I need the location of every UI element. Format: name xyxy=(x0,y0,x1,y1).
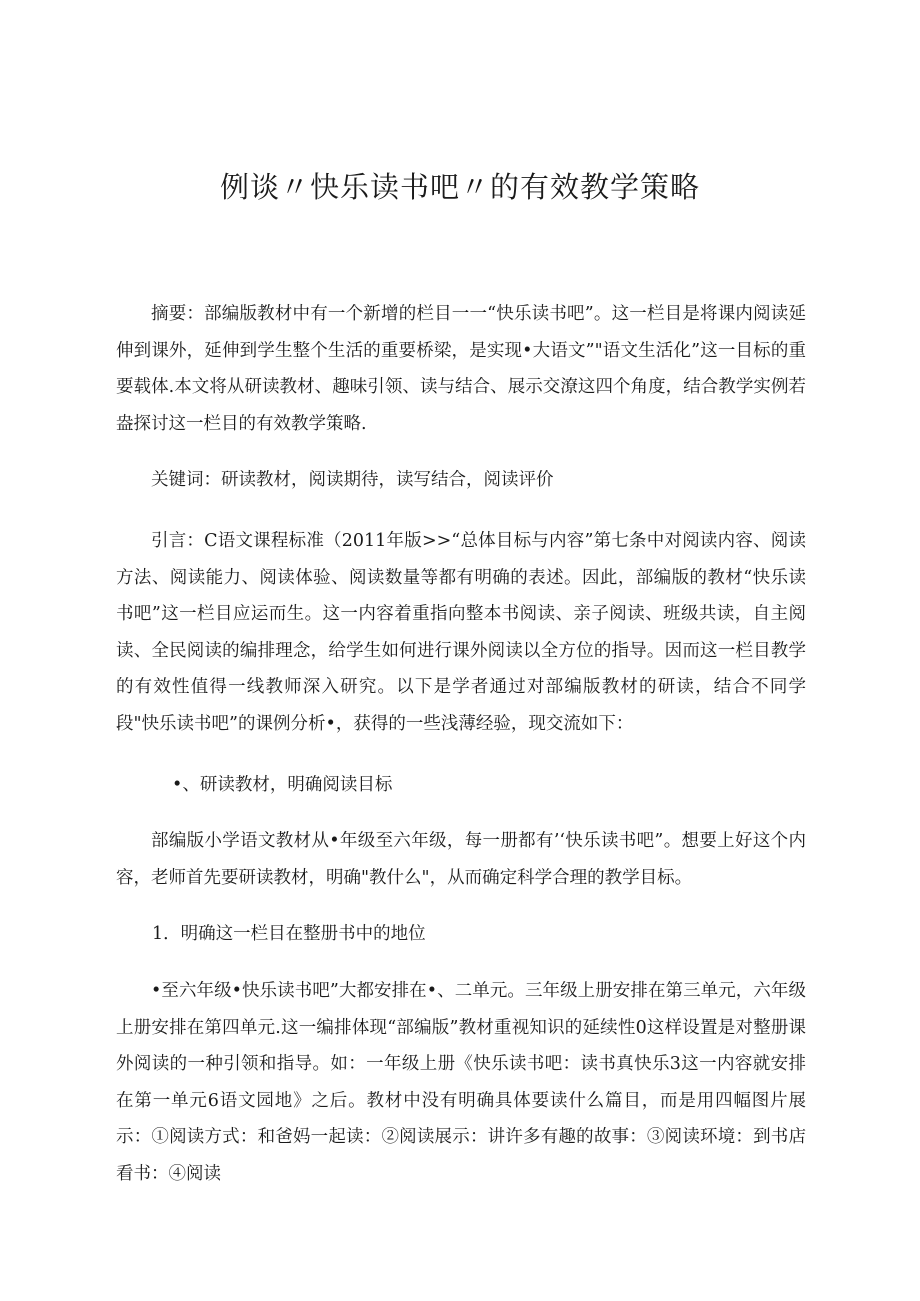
abstract-paragraph: 摘要：部编版教材中有一个新增的栏目一一“快乐读书吧”。这一栏目是将课内阅读延伸到课外，延伸到学生整个生活的重要桥梁，是实现•大语文”"语文生活化”这一目标的重要载体.本文将从研读教材、趣味引领、读与结合、展示交潦这四个角度，结合教学实例若盎探讨这一栏目的有效教学策略. xyxy=(116,304,806,434)
intro-paragraph: 引言：C语文课程标准（2011年版>>“总体目标与内容”第七条中对阅读内容、阅读方法、阅读能力、阅读体验、阅读数量等都有明确的表述。因此，部编版的教材“快乐读书吧”这一栏目应运而生。这一内容着重指向整本书阅读、亲子阅读、班级共读，自主阅读、全民阅读的编排理念，给学生如何进行课外阅读以全方位的指导。因而这一栏目教学的有效性值得一线教师深入研究。以下是学者通过对部编版教材的研读，结合不同学段"快乐读书吧”的课例分析•，获得的一些浅薄经验，现交流如下： xyxy=(116,531,806,734)
subsection-heading-1: 1．明确这一栏目在整册书中的地位 xyxy=(152,924,426,944)
section-heading-1: •、研读教材，明确阅读目标 xyxy=(172,775,393,795)
section-1-paragraph: 部编版小学语文教材从•年级至六年级，每一册都有’‘快乐读书吧”。想要上好这个内容，老师首先要研读教材，明确"教什么"，从而确定科学合理的教学目标。 xyxy=(116,831,806,888)
subsection-1-paragraph: •至六年级•快乐读书吧”大都安排在•、二单元。三年级上册安排在第三单元，六年级上册安排在第四单元.这一编排体现“部编版”教材重视知识的延续性0这样设置是对整册课外阅读的一种引领和指导。如：一年级上册《快乐读书吧：读书真快乐3这一内容就安排在第一单元6语文园地》之后。教材中没有明确具体要读什么篇目，而是用四幅图片展示：①阅读方式：和爸妈一起读：②阅读展示：讲许多有趣的故事：③阅读环境：到书店看书：④阅读 xyxy=(116,981,806,1184)
keywords-paragraph: 关键词：研读教材，阅读期待，读写结合，阅读评价 xyxy=(151,470,554,490)
document-title: 例谈〃快乐读书吧〃的有效教学策略 xyxy=(219,170,700,204)
